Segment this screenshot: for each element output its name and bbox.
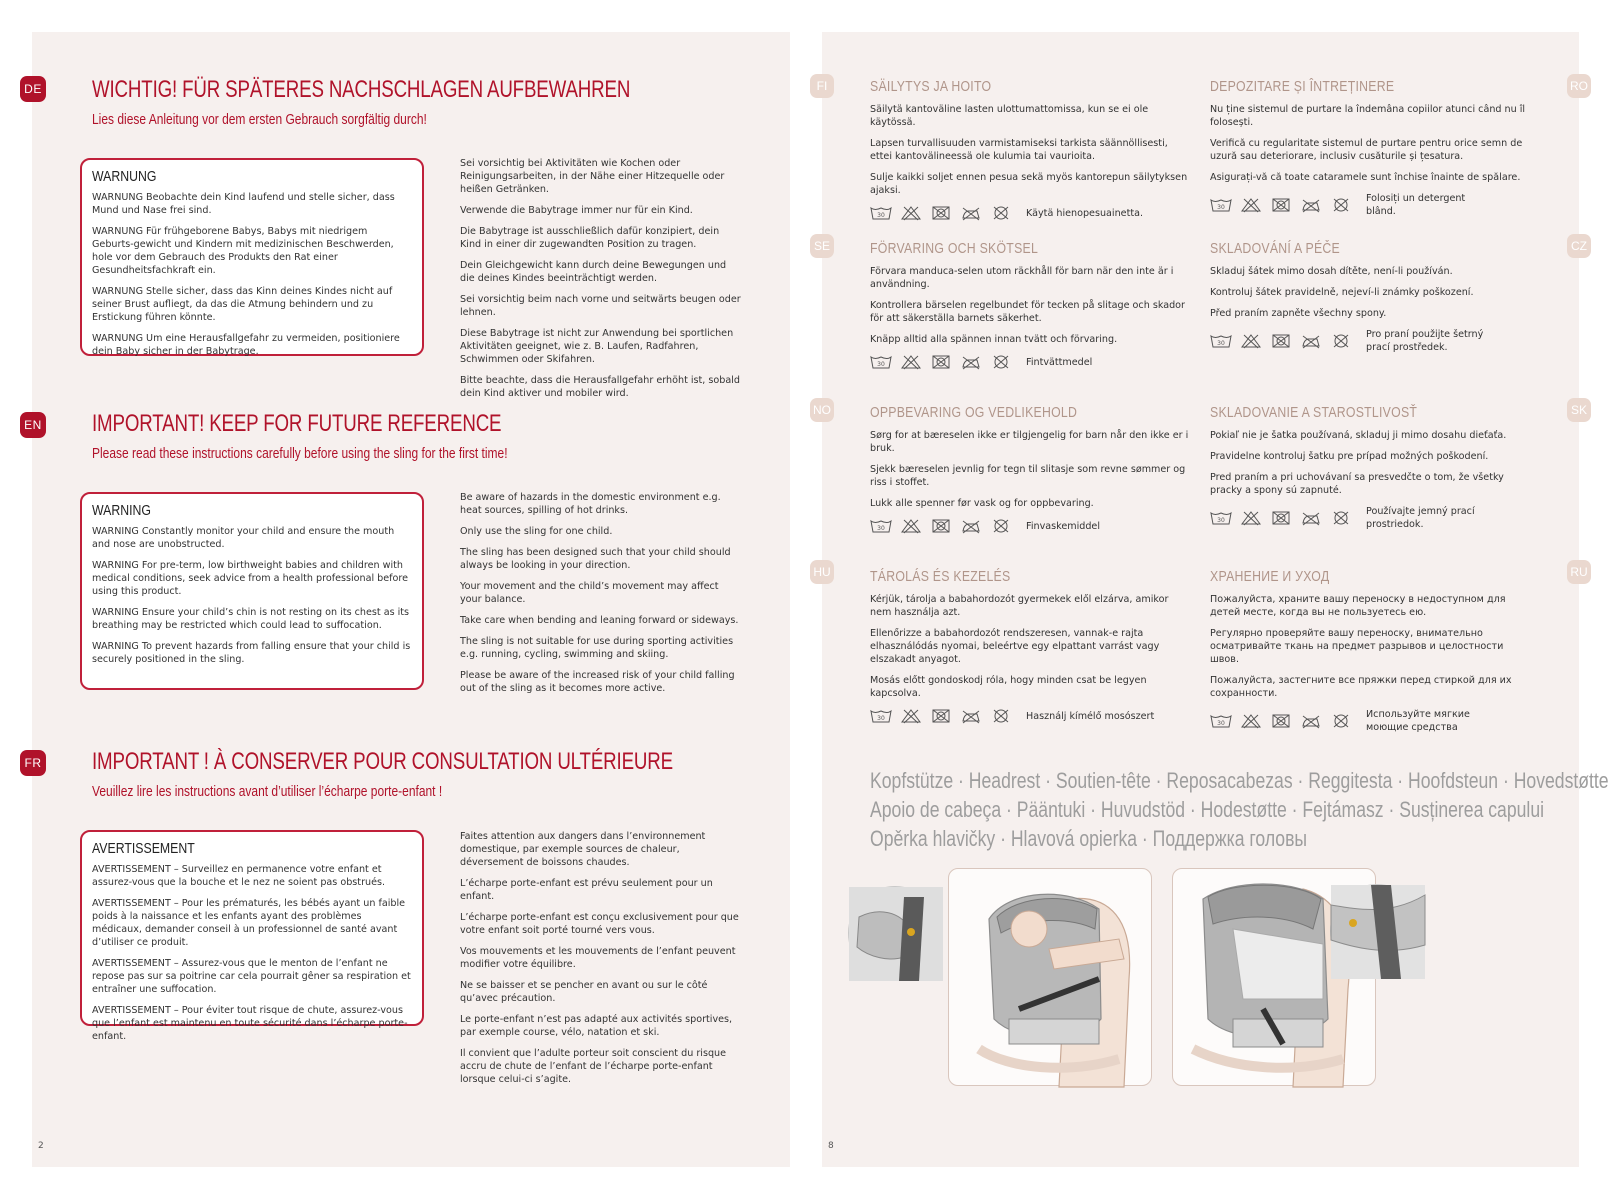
- warning-box-en: [80, 492, 424, 690]
- wash-note: Käytä hienopesuainetta.: [1026, 207, 1144, 219]
- care-section-hu: [870, 568, 1190, 724]
- wash-30-icon: [870, 354, 892, 370]
- care-paragraph: Ellenőrizze a babahordozót rendszeresen, vannak-e rajta elhasználódás nyomai, beleértve egy elpattant varrást vagy elszakadt anyagot.: [870, 628, 1160, 665]
- care-section-ro: [1210, 78, 1530, 218]
- care-section-cz: [1210, 240, 1530, 354]
- note-paragraph: Le porte-enfant n’est pas adapté aux activités sportives, par exemple course, vélo, natation et ski.: [460, 1014, 733, 1038]
- carrier-illustration-front: [948, 868, 1152, 1086]
- warning-item: WARNING To prevent hazards from falling ensure that your child is securely positioned in the sling.: [92, 641, 411, 665]
- note-paragraph: Be aware of hazards in the domestic environment e.g. heat sources, spilling of hot drinks.: [460, 492, 721, 516]
- no-bleach-icon: [1240, 510, 1262, 526]
- care-title: SÄILYTYS JA HOITO: [870, 78, 992, 95]
- care-paragraph: Knäpp alltid alla spännen innan tvätt och förvaring.: [870, 334, 1118, 345]
- note-paragraph: Take care when bending and leaning forward or sideways.: [460, 615, 739, 626]
- care-paragraph: Kontrollera bärselen regelbundet för tecken på slitage och skador för att säkerställa barnets säkerhet.: [870, 300, 1185, 324]
- care-paragraph: Kérjük, tárolja a babahordozót gyermekek elől elzárva, amikor nem használja azt.: [870, 594, 1169, 618]
- warning-item: WARNUNG Beobachte dein Kind laufend und stelle sicher, dass Mund und Nase frei sind.: [92, 192, 395, 216]
- no-tumble-dry-icon: [1270, 333, 1292, 349]
- wash-note: Finvaskemiddel: [1026, 520, 1100, 532]
- care-section-fi: [870, 78, 1190, 221]
- lang-badge-fi: FI: [810, 74, 834, 98]
- note-paragraph: Only use the sling for one child.: [460, 526, 613, 537]
- lang-badge-de: DE: [20, 76, 46, 102]
- no-iron-icon: [1300, 197, 1322, 213]
- wash-30-icon: [1210, 197, 1232, 213]
- headrest-detail-circle-left: [848, 886, 942, 980]
- lang-badge-hu: HU: [810, 560, 834, 584]
- wash-30-icon: [1210, 713, 1232, 729]
- no-iron-icon: [1300, 713, 1322, 729]
- section-subtitle-de: Lies diese Anleitung vor dem ersten Gebrauch sorgfältig durch!: [92, 111, 427, 128]
- no-tumble-dry-icon: [930, 518, 952, 534]
- no-bleach-icon: [900, 205, 922, 221]
- no-dry-clean-icon: [1330, 333, 1352, 349]
- care-symbols-row: [870, 205, 1190, 221]
- wash-note: Folosiți un detergent blând.: [1366, 193, 1466, 217]
- care-paragraph: Verifică cu regularitate sistemul de purtare pentru orice semn de uzură sau deteriorare, inclusiv cusăturile și țesatura.: [1210, 138, 1523, 162]
- no-dry-clean-icon: [990, 708, 1012, 724]
- section-subtitle-fr: Veuillez lire les instructions avant d’utiliser l’écharpe porte-enfant !: [92, 783, 443, 800]
- no-bleach-icon: [900, 518, 922, 534]
- no-iron-icon: [1300, 333, 1322, 349]
- no-tumble-dry-icon: [930, 205, 952, 221]
- svg-text:30: 30: [877, 715, 885, 722]
- care-symbols-row: [1210, 328, 1530, 354]
- wash-note: Используйте мягкие моющие средства: [1366, 709, 1470, 733]
- wash-30-icon: [870, 518, 892, 534]
- warning-heading: AVERTISSEMENT: [92, 840, 195, 857]
- page-number-right: 8: [828, 1141, 834, 1151]
- care-paragraph: Kontroluj šátek pravidelně, nejeví-li známky poškození.: [1210, 287, 1474, 298]
- care-paragraph: Lukk alle spenner før vask og for oppbevaring.: [870, 498, 1094, 509]
- care-paragraph: Регулярно проверяйте вашу переноску, внимательно осматривайте ткань на предмет разрывов и целостности швов.: [1210, 628, 1504, 665]
- svg-text:30: 30: [1217, 720, 1225, 727]
- warning-box-de: [80, 158, 424, 356]
- no-tumble-dry-icon: [930, 354, 952, 370]
- care-title: DEPOZITARE ȘI ÎNTREȚINERE: [1210, 78, 1395, 95]
- note-paragraph: Ne se baisser et se pencher en avant ou sur le côté qu’avec précaution.: [460, 980, 708, 1004]
- wash-note: Használj kímélő mosószert: [1026, 710, 1155, 722]
- note-paragraph: L’écharpe porte-enfant est prévu seulement pour un enfant.: [460, 878, 713, 902]
- no-bleach-icon: [1240, 197, 1262, 213]
- note-paragraph: Die Babytrage ist ausschließlich dafür konzipiert, dein Kind in einer dir zugewandten Position zu tragen.: [460, 226, 720, 250]
- note-paragraph: Vos mouvements et les mouvements de l’enfant peuvent modifier votre équilibre.: [460, 946, 736, 970]
- no-iron-icon: [960, 708, 982, 724]
- no-tumble-dry-icon: [1270, 510, 1292, 526]
- notes-column-fr: [460, 830, 742, 1094]
- care-paragraph: Před praním zapněte všechny spony.: [1210, 308, 1387, 319]
- section-title-de: WICHTIG! FÜR SPÄTERES NACHSCHLAGEN AUFBEWAHREN: [92, 76, 631, 103]
- no-iron-icon: [960, 354, 982, 370]
- right-page: [813, 32, 1609, 1167]
- no-dry-clean-icon: [1330, 197, 1352, 213]
- note-paragraph: Please be aware of the increased risk of your child falling out of the sling as it becomes more active.: [460, 670, 735, 694]
- warning-item: WARNING Constantly monitor your child and ensure the mouth and nose are unobstructed.: [92, 526, 395, 550]
- headrest-translations-line: Kopfstütze · Headrest · Soutien-tête · Reposacabezas · Reggitesta · Hoofdsteun · Hovedstøtte: [870, 768, 1609, 793]
- note-paragraph: The sling is not suitable for use during sporting activities e.g. running, cycling, swimming and skiing.: [460, 636, 734, 660]
- no-dry-clean-icon: [1330, 713, 1352, 729]
- no-iron-icon: [960, 518, 982, 534]
- no-dry-clean-icon: [1330, 510, 1352, 526]
- care-paragraph: Skladuj šátek mimo dosah dítěte, není-li používán.: [1210, 266, 1453, 277]
- no-iron-icon: [1300, 510, 1322, 526]
- note-paragraph: Sei vorsichtig bei Aktivitäten wie Kochen oder Reinigungsarbeiten, in der Nähe einer Hitzequelle oder heißen Getränken.: [460, 158, 725, 195]
- svg-text:30: 30: [877, 525, 885, 532]
- care-paragraph: Пожалуйста, застегните все пряжки перед стиркой для их сохранности.: [1210, 675, 1512, 699]
- wash-30-icon: [1210, 333, 1232, 349]
- note-paragraph: Diese Babytrage ist nicht zur Anwendung bei sportlichen Aktivitäten geeignet, wie z. B. Laufen, Radfahren, Schwimmen oder Skifahren.: [460, 328, 734, 365]
- note-paragraph: Bitte beachte, dass die Herausfallgefahr erhöht ist, sobald dein Kind aktiver und mobiler wird.: [460, 375, 740, 399]
- headrest-buckle-detail-drawing: [1331, 885, 1425, 979]
- no-tumble-dry-icon: [930, 708, 952, 724]
- care-symbols-row: [870, 354, 1190, 370]
- care-symbols-row: [870, 708, 1190, 724]
- wash-30-icon: [870, 205, 892, 221]
- warning-item: WARNUNG Stelle sicher, dass das Kinn deines Kindes nicht auf seiner Brust aufliegt, da das die Atmung behindern und zu Erstickung führen könnte.: [92, 286, 393, 323]
- headrest-detail-circle-right: [1330, 884, 1424, 978]
- lang-badge-cz: CZ: [1567, 234, 1591, 258]
- warning-item: WARNUNG Um eine Herausfallgefahr zu vermeiden, positioniere dein Baby sicher in der Babytrage.: [92, 333, 400, 357]
- no-dry-clean-icon: [990, 205, 1012, 221]
- care-symbols-row: [1210, 192, 1530, 218]
- care-paragraph: Пожалуйста, храните вашу переноску в недоступном для детей месте, когда вы не пользуетесь ею.: [1210, 594, 1506, 618]
- care-section-ru: [1210, 568, 1530, 734]
- note-paragraph: L’écharpe porte-enfant est conçu exclusivement pour que votre enfant soit porté tourné vers vous.: [460, 912, 739, 936]
- wash-30-icon: [1210, 510, 1232, 526]
- wash-note: Používajte jemný prací prostriedok.: [1366, 506, 1475, 530]
- note-paragraph: Verwende die Babytrage immer nur für ein Kind.: [460, 205, 693, 216]
- section-title-en: IMPORTANT! KEEP FOR FUTURE REFERENCE: [92, 410, 502, 437]
- warning-heading: WARNING: [92, 502, 152, 519]
- care-paragraph: Lapsen turvallisuuden varmistamiseksi tarkista säännöllisesti, ettei kantovälineessä ole kulumia tai vaurioita.: [870, 138, 1168, 162]
- care-title: FÖRVARING OCH SKÖTSEL: [870, 240, 1039, 257]
- lang-badge-fr: FR: [20, 750, 46, 776]
- care-title: ХРАНЕНИЕ И УХОД: [1210, 568, 1330, 585]
- care-symbols-row: [870, 518, 1190, 534]
- lang-badge-se: SE: [810, 234, 834, 258]
- care-section-sk: [1210, 404, 1530, 531]
- warning-item: WARNING For pre-term, low birthweight babies and children with medical conditions, seek advice from a health professional before using this product.: [92, 560, 409, 597]
- care-paragraph: Pokiaľ nie je šatka používaná, skladuj ji mimo dosahu dieťaťa.: [1210, 430, 1507, 441]
- warning-box-fr: [80, 830, 424, 1042]
- no-tumble-dry-icon: [1270, 197, 1292, 213]
- page-number-left: 2: [38, 1141, 44, 1151]
- headrest-translations-line: Opěrka hlavičky · Hlavová opierka · Поддержка головы: [870, 826, 1308, 851]
- care-paragraph: Pred praním a pri uchovávaní sa presvedčte o tom, že všetky pracky a spony sú zapnuté.: [1210, 472, 1504, 496]
- svg-text:30: 30: [1217, 204, 1225, 211]
- no-bleach-icon: [1240, 333, 1262, 349]
- headrest-translations-line: Apoio de cabeça · Pääntuki · Huvudstöd · Hodestøtte · Fejtámasz · Susținerea capului: [870, 797, 1545, 822]
- warning-item: AVERTISSEMENT – Surveillez en permanence votre enfant et assurez-vous que la bouche et le nez ne soient pas obstrués.: [92, 864, 386, 888]
- warning-item: AVERTISSEMENT – Pour éviter tout risque de chute, assurez-vous que l’enfant est maintenu en toute sécurité dans l’écharpe porte-enfant.: [92, 1005, 408, 1042]
- note-paragraph: Dein Gleichgewicht kann durch deine Bewegungen und die deines Kindes beeinträchtigt werden.: [460, 260, 727, 284]
- care-paragraph: Förvara manduca-selen utom räckhåll för barn när den inte är i användning.: [870, 266, 1174, 290]
- care-paragraph: Mosás előtt gondoskodj róla, hogy minden csat be legyen kapcsolva.: [870, 675, 1147, 699]
- care-section-se: [870, 240, 1190, 370]
- warning-item: AVERTISSEMENT – Assurez-vous que le menton de l’enfant ne repose pas sur sa poitrine car cela pourrait gêner sa respiration et entraîner une suffocation.: [92, 958, 411, 995]
- notes-column-de: [460, 157, 742, 408]
- care-paragraph: Pravidelne kontroluj šatku pre prípad možných poškodení.: [1210, 451, 1489, 462]
- warning-item: WARNING Ensure your child’s chin is not resting on its chest as its breathing may be restricted which could lead to suffocation.: [92, 607, 410, 631]
- wash-note: Pro praní použijte šetrný prací prostředek.: [1366, 329, 1484, 353]
- warning-item: WARNUNG Für frühgeborene Babys, Babys mit niedrigem Geburts-gewicht und Kindern mit medizinischen Beschwerden, hole vor dem Gebrauch des Produkts den Rat einer Gesundheitsfachkraft ein.: [92, 226, 394, 276]
- care-symbols-row: [1210, 505, 1530, 531]
- care-title: SKLADOVANIE A STAROSTLIVOSŤ: [1210, 404, 1418, 421]
- wash-note: Fintvättmedel: [1026, 356, 1093, 368]
- left-page: [24, 32, 790, 1167]
- headrest-snap-detail-drawing: [849, 887, 943, 981]
- care-section-no: [870, 404, 1190, 534]
- care-symbols-row: [1210, 708, 1530, 734]
- carrier-front-drawing: [949, 869, 1153, 1087]
- note-paragraph: The sling has been designed such that your child should always be looking in your direction.: [460, 547, 731, 571]
- svg-text:30: 30: [1217, 340, 1225, 347]
- care-paragraph: Sulje kaikki soljet ennen pesua sekä myös kantorepun säilytyksen ajaksi.: [870, 172, 1188, 196]
- note-paragraph: Sei vorsichtig beim nach vorne und seitwärts beugen oder lehnen.: [460, 294, 741, 318]
- care-title: SKLADOVÁNÍ A PÉČE: [1210, 240, 1340, 257]
- no-tumble-dry-icon: [1270, 713, 1292, 729]
- svg-text:30: 30: [877, 212, 885, 219]
- lang-badge-sk: SK: [1567, 398, 1591, 422]
- care-title: OPPBEVARING OG VEDLIKEHOLD: [870, 404, 1078, 421]
- no-bleach-icon: [900, 354, 922, 370]
- note-paragraph: Il convient que l’adulte porteur soit conscient du risque accru de chute de l’enfant de l’écharpe porte-enfant lorsque celui-ci s’agite.: [460, 1048, 727, 1085]
- care-paragraph: Säilytä kantoväline lasten ulottumattomissa, kun se ei ole käytössä.: [870, 104, 1149, 128]
- svg-text:30: 30: [1217, 517, 1225, 524]
- care-paragraph: Sørg for at bæreselen ikke er tilgjengelig for barn når den ikke er i bruk.: [870, 430, 1189, 454]
- note-paragraph: Your movement and the child’s movement may affect your balance.: [460, 581, 719, 605]
- section-subtitle-en: Please read these instructions carefully before using the sling for the first time!: [92, 445, 508, 462]
- warning-heading: WARNUNG: [92, 168, 157, 185]
- lang-badge-ro: RO: [1567, 74, 1591, 98]
- note-paragraph: Faites attention aux dangers dans l’environnement domestique, par exemple sources de chaleur, déversement de boissons chaudes.: [460, 831, 706, 868]
- no-dry-clean-icon: [990, 354, 1012, 370]
- wash-30-icon: [870, 708, 892, 724]
- notes-column-en: [460, 491, 742, 703]
- no-bleach-icon: [1240, 713, 1262, 729]
- svg-text:30: 30: [877, 361, 885, 368]
- care-title: TÁROLÁS ÉS KEZELÉS: [870, 568, 1011, 585]
- section-title-fr: IMPORTANT ! À CONSERVER POUR CONSULTATION ULTÉRIEURE: [92, 748, 673, 775]
- lang-badge-ru: RU: [1567, 560, 1591, 584]
- lang-badge-en: EN: [20, 412, 46, 438]
- care-paragraph: Sjekk bæreselen jevnlig for tegn til slitasje som revne sømmer og riss i stoffet.: [870, 464, 1186, 488]
- no-bleach-icon: [900, 708, 922, 724]
- care-paragraph: Nu ține sistemul de purtare la îndemâna copiilor atunci când nu îl folosești.: [1210, 104, 1526, 128]
- warning-item: AVERTISSEMENT – Pour les prématurés, les bébés ayant un faible poids à la naissance et les enfants ayant des problèmes médicaux, demander conseil à un professionnel de santé avant d’utiliser ce produit.: [92, 898, 406, 948]
- no-dry-clean-icon: [990, 518, 1012, 534]
- lang-badge-no: NO: [810, 398, 834, 422]
- no-iron-icon: [960, 205, 982, 221]
- care-paragraph: Asigurați-vă că toate cataramele sunt închise înainte de spălare.: [1210, 172, 1521, 183]
